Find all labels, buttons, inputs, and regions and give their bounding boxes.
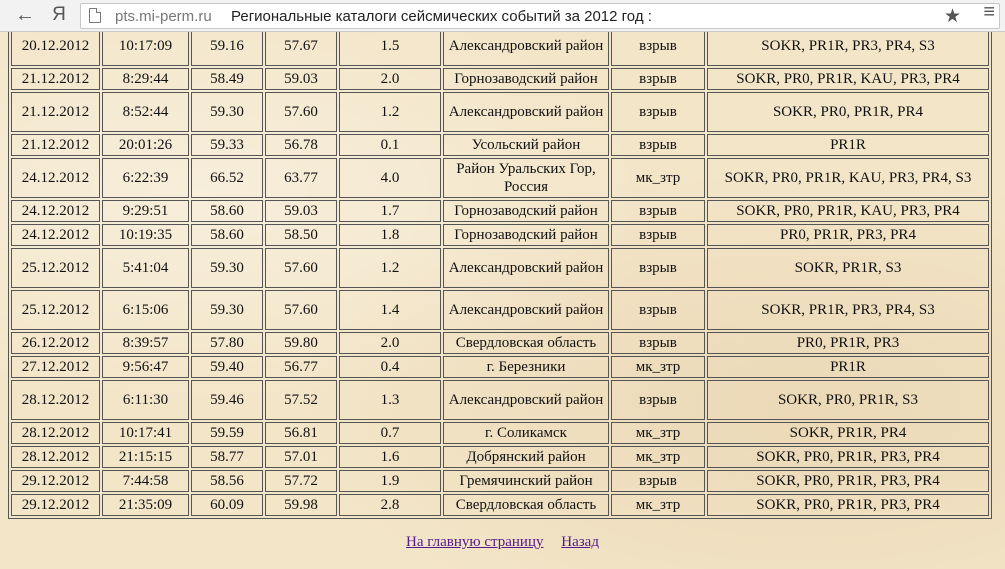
date-cell: 25.12.2012	[11, 290, 100, 330]
date-cell: 24.12.2012	[11, 158, 100, 198]
stations-cell: PR0, PR1R, PR3, PR4	[707, 224, 989, 246]
magnitude-cell: 1.2	[339, 92, 441, 132]
menu-icon[interactable]: ≡	[983, 1, 995, 23]
region-cell: Свердловская область	[443, 332, 609, 354]
table-row	[11, 356, 989, 378]
event-type-cell: взрыв	[611, 134, 705, 156]
event-type-cell: взрыв	[611, 200, 705, 222]
time-cell: 6:22:39	[102, 158, 189, 198]
latitude-cell: 58.49	[191, 68, 263, 90]
longitude-cell: 63.77	[265, 158, 337, 198]
event-type-cell: взрыв	[611, 224, 705, 246]
event-type-cell: взрыв	[611, 470, 705, 492]
region-cell: г. Соликамск	[443, 422, 609, 444]
address-bar[interactable]	[80, 3, 1000, 29]
table-row	[11, 200, 989, 222]
events-table	[8, 32, 992, 519]
latitude-cell: 57.80	[191, 332, 263, 354]
home-link[interactable]: На главную страницу	[406, 534, 544, 550]
footer-links	[0, 534, 1005, 551]
date-cell: 28.12.2012	[11, 380, 100, 420]
event-type-cell: взрыв	[611, 332, 705, 354]
magnitude-cell: 1.6	[339, 446, 441, 468]
longitude-cell: 57.72	[265, 470, 337, 492]
longitude-cell: 56.81	[265, 422, 337, 444]
event-type-cell: мк_зтр	[611, 356, 705, 378]
time-cell: 10:17:09	[102, 32, 189, 66]
time-cell: 10:17:41	[102, 422, 189, 444]
event-type-cell: взрыв	[611, 32, 705, 66]
time-cell: 21:35:09	[102, 494, 189, 516]
magnitude-cell: 4.0	[339, 158, 441, 198]
region-cell: Свердловская область	[443, 494, 609, 516]
table-row	[11, 332, 989, 354]
magnitude-cell: 1.2	[339, 248, 441, 288]
table-row	[11, 446, 989, 468]
time-cell: 8:39:57	[102, 332, 189, 354]
stations-cell: PR0, PR1R, PR3	[707, 332, 989, 354]
latitude-cell: 59.30	[191, 290, 263, 330]
date-cell: 21.12.2012	[11, 68, 100, 90]
browser-toolbar	[0, 0, 1005, 32]
stations-cell: SOKR, PR1R, PR3, PR4, S3	[707, 32, 989, 66]
longitude-cell: 57.60	[265, 92, 337, 132]
stations-cell: SOKR, PR1R, PR4	[707, 422, 989, 444]
event-type-cell: мк_зтр	[611, 158, 705, 198]
date-cell: 29.12.2012	[11, 470, 100, 492]
stations-cell: SOKR, PR0, PR1R, PR4	[707, 92, 989, 132]
latitude-cell: 59.30	[191, 92, 263, 132]
yandex-button[interactable]: Я	[52, 4, 66, 25]
date-cell: 29.12.2012	[11, 494, 100, 516]
time-cell: 9:56:47	[102, 356, 189, 378]
magnitude-cell: 1.7	[339, 200, 441, 222]
latitude-cell: 60.09	[191, 494, 263, 516]
latitude-cell: 59.40	[191, 356, 263, 378]
magnitude-cell: 2.8	[339, 494, 441, 516]
event-type-cell: мк_зтр	[611, 446, 705, 468]
longitude-cell: 59.98	[265, 494, 337, 516]
stations-cell: SOKR, PR0, PR1R, PR3, PR4	[707, 446, 989, 468]
magnitude-cell: 2.0	[339, 68, 441, 90]
latitude-cell: 59.33	[191, 134, 263, 156]
table-row	[11, 92, 989, 132]
table-row	[11, 224, 989, 246]
time-cell: 8:29:44	[102, 68, 189, 90]
event-type-cell: мк_зтр	[611, 494, 705, 516]
event-type-cell: взрыв	[611, 380, 705, 420]
region-cell: Александровский район	[443, 248, 609, 288]
date-cell: 28.12.2012	[11, 422, 100, 444]
magnitude-cell: 1.9	[339, 470, 441, 492]
region-cell: Добрянский район	[443, 446, 609, 468]
latitude-cell: 58.60	[191, 224, 263, 246]
table-row	[11, 158, 989, 198]
table-row	[11, 290, 989, 330]
longitude-cell: 56.77	[265, 356, 337, 378]
bookmark-star-icon[interactable]: ★	[943, 6, 961, 27]
date-cell: 25.12.2012	[11, 248, 100, 288]
url-text: pts.mi-perm.ru	[115, 8, 212, 25]
table-row	[11, 380, 989, 420]
time-cell: 9:29:51	[102, 200, 189, 222]
time-cell: 21:15:15	[102, 446, 189, 468]
magnitude-cell: 2.0	[339, 332, 441, 354]
date-cell: 24.12.2012	[11, 200, 100, 222]
magnitude-cell: 1.4	[339, 290, 441, 330]
stations-cell: SOKR, PR1R, PR3, PR4, S3	[707, 290, 989, 330]
region-cell: Александровский район	[443, 92, 609, 132]
latitude-cell: 59.16	[191, 32, 263, 66]
date-cell: 26.12.2012	[11, 332, 100, 354]
region-cell: Александровский район	[443, 32, 609, 66]
longitude-cell: 59.80	[265, 332, 337, 354]
latitude-cell: 59.59	[191, 422, 263, 444]
magnitude-cell: 1.3	[339, 380, 441, 420]
stations-cell: SOKR, PR0, PR1R, KAU, PR3, PR4	[707, 200, 989, 222]
magnitude-cell: 0.7	[339, 422, 441, 444]
stations-cell: SOKR, PR0, PR1R, PR3, PR4	[707, 470, 989, 492]
region-cell: Горнозаводский район	[443, 68, 609, 90]
event-type-cell: мк_зтр	[611, 422, 705, 444]
table-row	[11, 134, 989, 156]
latitude-cell: 58.56	[191, 470, 263, 492]
longitude-cell: 59.03	[265, 200, 337, 222]
latitude-cell: 58.77	[191, 446, 263, 468]
time-cell: 6:15:06	[102, 290, 189, 330]
event-type-cell: взрыв	[611, 92, 705, 132]
event-type-cell: взрыв	[611, 248, 705, 288]
region-cell: Район Уральских Гор, Россия	[443, 158, 609, 198]
table-row	[11, 422, 989, 444]
date-cell: 24.12.2012	[11, 224, 100, 246]
page-content	[0, 32, 1005, 569]
date-cell: 21.12.2012	[11, 134, 100, 156]
event-type-cell: взрыв	[611, 290, 705, 330]
region-cell: Усольский район	[443, 134, 609, 156]
region-cell: г. Березники	[443, 356, 609, 378]
latitude-cell: 58.60	[191, 200, 263, 222]
table-row	[11, 32, 989, 66]
time-cell: 7:44:58	[102, 470, 189, 492]
magnitude-cell: 0.1	[339, 134, 441, 156]
table-row	[11, 470, 989, 492]
stations-cell: PR1R	[707, 134, 989, 156]
event-type-cell: взрыв	[611, 68, 705, 90]
stations-cell: SOKR, PR0, PR1R, PR3, PR4	[707, 494, 989, 516]
longitude-cell: 57.67	[265, 32, 337, 66]
back-arrow-icon[interactable]: ←	[15, 4, 35, 26]
time-cell: 6:11:30	[102, 380, 189, 420]
date-cell: 21.12.2012	[11, 92, 100, 132]
table-row	[11, 248, 989, 288]
time-cell: 8:52:44	[102, 92, 189, 132]
region-cell: Александровский район	[443, 290, 609, 330]
region-cell: Александровский район	[443, 380, 609, 420]
longitude-cell: 57.60	[265, 290, 337, 330]
latitude-cell: 66.52	[191, 158, 263, 198]
stations-cell: SOKR, PR0, PR1R, KAU, PR3, PR4, S3	[707, 158, 989, 198]
page-title: Региональные каталоги сейсмических событий за 2012 год :	[231, 8, 652, 25]
page-icon	[89, 8, 101, 23]
date-cell: 28.12.2012	[11, 446, 100, 468]
stations-cell: SOKR, PR0, PR1R, S3	[707, 380, 989, 420]
magnitude-cell: 1.5	[339, 32, 441, 66]
stations-cell: PR1R	[707, 356, 989, 378]
date-cell: 27.12.2012	[11, 356, 100, 378]
longitude-cell: 57.01	[265, 446, 337, 468]
time-cell: 10:19:35	[102, 224, 189, 246]
region-cell: Гремячинский район	[443, 470, 609, 492]
table-row	[11, 494, 989, 516]
back-link[interactable]: Назад	[561, 534, 599, 550]
longitude-cell: 57.52	[265, 380, 337, 420]
longitude-cell: 59.03	[265, 68, 337, 90]
region-cell: Горнозаводский район	[443, 200, 609, 222]
latitude-cell: 59.46	[191, 380, 263, 420]
latitude-cell: 59.30	[191, 248, 263, 288]
date-cell: 20.12.2012	[11, 32, 100, 66]
stations-cell: SOKR, PR1R, S3	[707, 248, 989, 288]
longitude-cell: 58.50	[265, 224, 337, 246]
time-cell: 20:01:26	[102, 134, 189, 156]
magnitude-cell: 0.4	[339, 356, 441, 378]
magnitude-cell: 1.8	[339, 224, 441, 246]
table-row	[11, 68, 989, 90]
stations-cell: SOKR, PR0, PR1R, KAU, PR3, PR4	[707, 68, 989, 90]
time-cell: 5:41:04	[102, 248, 189, 288]
longitude-cell: 57.60	[265, 248, 337, 288]
longitude-cell: 56.78	[265, 134, 337, 156]
region-cell: Горнозаводский район	[443, 224, 609, 246]
